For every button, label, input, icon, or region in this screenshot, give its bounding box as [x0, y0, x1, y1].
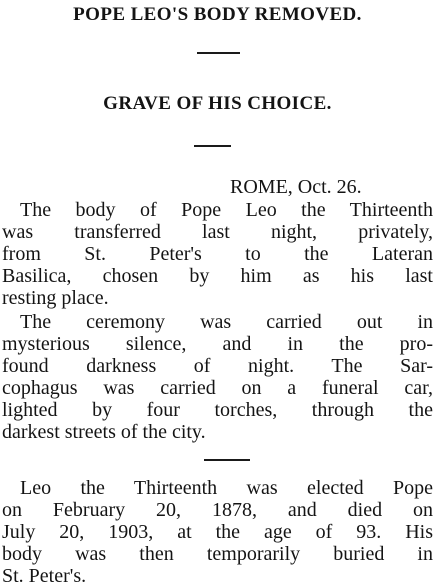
- paragraph-1-line: The body of Pope Leo the Thirteenth: [20, 199, 433, 221]
- headline: POPE LEO'S BODY REMOVED.: [73, 4, 362, 25]
- paragraph-2-line: The ceremony was carried out in: [20, 311, 433, 333]
- paragraph-1-line: resting place.: [2, 287, 109, 309]
- paragraph-3-line: July 20, 1903, at the age of 93. His: [2, 521, 433, 543]
- headline-rule: [197, 52, 240, 54]
- paragraph-3-line: St. Peter's.: [2, 565, 87, 586]
- subheadline: GRAVE OF HIS CHOICE.: [103, 93, 332, 114]
- paragraph-1-line: from St. Peter's to the Lateran: [2, 243, 433, 265]
- paragraph-2-line: found darkness of night. The Sar-: [2, 355, 433, 377]
- dateline: ROME, Oct. 26.: [230, 176, 362, 198]
- paragraph-2-line: darkest streets of the city.: [2, 421, 206, 443]
- subheadline-rule: [194, 145, 231, 147]
- paragraph-2-line: cophagus was carried on a funeral car,: [2, 377, 433, 399]
- paragraph-1-line: was transferred last night, privately,: [2, 221, 433, 243]
- section-rule: [204, 459, 250, 461]
- paragraph-2-line: lighted by four torches, through the: [2, 399, 433, 421]
- paragraph-1-line: Basilica, chosen by him as his last: [2, 265, 433, 287]
- paragraph-3-line: on February 20, 1878, and died on: [2, 499, 433, 521]
- paragraph-3-line: Leo the Thirteenth was elected Pope: [20, 477, 433, 499]
- paragraph-3-line: body was then temporarily buried in: [2, 543, 433, 565]
- paragraph-2-line: mysterious silence, and in the pro-: [2, 333, 433, 355]
